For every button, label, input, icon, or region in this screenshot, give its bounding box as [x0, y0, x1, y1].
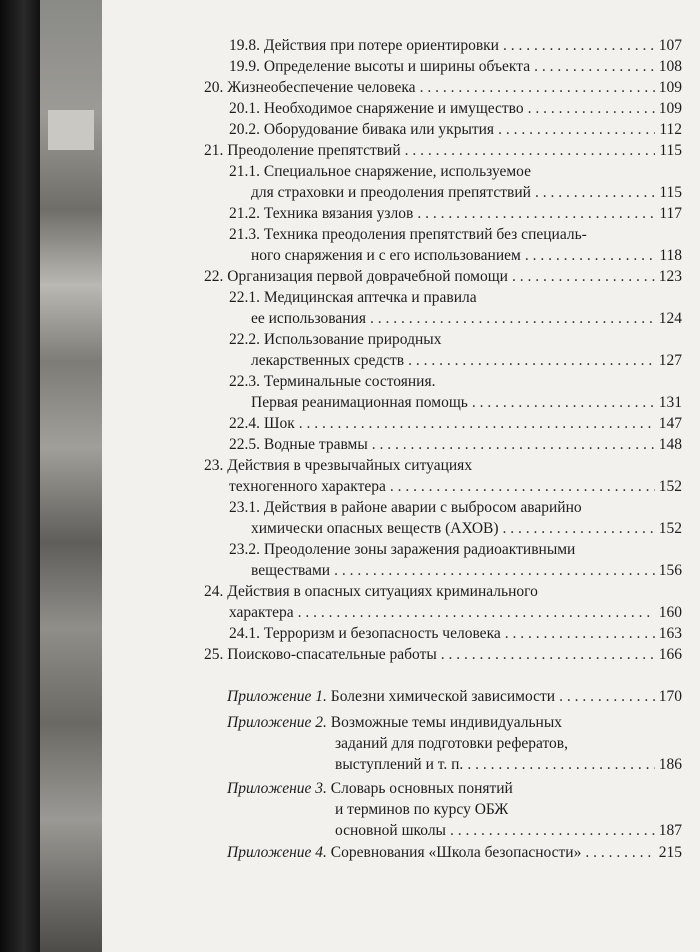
appendix-entry: [227, 686, 682, 707]
toc-entry-title: 23.2. Преодоление зоны заражения радиоактивными: [229, 541, 576, 558]
toc-entry-title: 20.1. Необходимое снаряжение и имущество: [229, 100, 524, 117]
toc-entry-page: 166: [658, 646, 682, 663]
toc-entry: [229, 329, 682, 371]
toc-entry-title-continued: лекарственных средств: [251, 352, 405, 369]
toc-entry-page: 115: [659, 142, 682, 159]
toc-entry-page: 127: [658, 352, 682, 369]
appendix-title: Словарь основных понятий: [330, 780, 513, 797]
toc-entry-title-continued: веществами: [251, 562, 331, 579]
appendix-entry: [227, 712, 682, 775]
appendix-page: 170: [658, 688, 682, 705]
toc-entry-title: 22.3. Терминальные состояния.: [229, 373, 436, 390]
toc-entry-title-continued: техногенного характера: [229, 478, 386, 495]
toc-entry: [229, 539, 682, 581]
toc-entry: [229, 413, 682, 434]
toc-entry: [229, 287, 682, 329]
toc-entry-title: 20.2. Оборудование бивака или укрытия: [229, 121, 495, 138]
toc-entry-title-continued: характера: [229, 604, 294, 621]
toc-entry-title: 22. Организация первой доврачебной помощи: [204, 268, 508, 285]
toc-entry-title: 23. Действия в чрезвычайных ситуациях: [204, 457, 473, 474]
toc-entry-page: 152: [658, 478, 682, 495]
appendix-title-continued: и терминов по курсу ОБЖ: [335, 801, 509, 818]
toc-entry-page: 124: [658, 310, 682, 327]
toc-entry: [229, 119, 682, 140]
toc-entry-title: 19.8. Действия при потере ориентировки: [229, 37, 499, 54]
toc-entry-title: 24. Действия в опасных ситуациях криминального: [204, 583, 538, 600]
appendix-title-continued: основной школы: [335, 822, 446, 839]
toc-entry-title: 21.2. Техника вязания узлов: [229, 205, 414, 222]
toc-entry: [229, 371, 682, 413]
toc-entry: [229, 497, 682, 539]
appendix-title: Соревнования «Школа безопасности»: [330, 844, 582, 861]
appendix-entry: [227, 778, 682, 841]
appendix-title: Возможные темы индивидуальных: [330, 714, 562, 731]
toc-entry-page: 115: [659, 184, 682, 201]
toc-entry-page: 131: [658, 394, 682, 411]
toc-entry: [229, 434, 682, 455]
toc-entry-page: 123: [658, 268, 682, 285]
toc-entry-page: 109: [658, 79, 682, 96]
toc-entry-title: 19.9. Определение высоты и ширины объекта: [229, 58, 531, 75]
appendix-page: 186: [658, 756, 682, 773]
toc-entry: [229, 623, 682, 644]
toc-entry-page: 117: [659, 205, 682, 222]
appendix-label: Приложение 3.: [227, 780, 327, 797]
toc-entry-title: 21.1. Специальное снаряжение, используемое: [229, 163, 531, 180]
appendix-label: Приложение 2.: [227, 714, 327, 731]
toc-entry-title: 23.1. Действия в районе аварии с выбросом аварийно: [229, 499, 582, 516]
toc-entry-page: 160: [658, 604, 682, 621]
appendix-page: 187: [658, 822, 682, 839]
appendix-page: 215: [658, 844, 682, 861]
toc-entry: [204, 644, 682, 665]
toc-entry-title-continued: ного снаряжения и с его использованием: [251, 247, 521, 264]
toc-entry: [229, 35, 682, 56]
appendix-title: Болезни химической зависимости: [330, 688, 556, 705]
toc-entry-title: 22.2. Использование природных: [229, 331, 442, 348]
toc-entry-title: 20. Жизнеобеспечение человека: [204, 79, 416, 96]
toc-entry-title-continued: химически опасных веществ (АХОВ): [251, 520, 499, 537]
toc-entry-title: 22.4. Шок: [229, 415, 295, 432]
toc-entry: [204, 77, 682, 98]
toc-entry: [229, 203, 682, 224]
toc-entry-title: 21.3. Техника преодоления препятствий без специаль-: [229, 226, 587, 243]
toc-entry-page: 152: [658, 520, 682, 537]
toc-entry: [229, 98, 682, 119]
toc-entry: [229, 56, 682, 77]
toc-entry-title: 21. Преодоление препятствий: [204, 142, 401, 159]
toc-entry-page: 107: [658, 37, 682, 54]
toc-entry-title: 22.5. Водные травмы: [229, 436, 368, 453]
toc-entry-page: 109: [658, 100, 682, 117]
toc-entry-title: 24.1. Терроризм и безопасность человека: [229, 625, 501, 642]
toc-entry-page: 112: [659, 121, 682, 138]
toc-entry: [204, 455, 682, 497]
appendix-label: Приложение 1.: [227, 688, 327, 705]
toc-entry: [204, 266, 682, 287]
toc-entry: [229, 161, 682, 203]
toc-entry: [204, 581, 682, 623]
appendix-entry: [227, 842, 682, 863]
toc-entry: [229, 224, 682, 266]
toc-entry-title: 22.1. Медицинская аптечка и правила: [229, 289, 477, 306]
toc-entry-title-continued: ее использования: [251, 310, 366, 327]
appendix-title-continued: заданий для подготовки рефератов,: [335, 735, 568, 752]
appendix-title-continued: выступлений и т. п.: [335, 756, 464, 773]
toc-entry-page: 147: [658, 415, 682, 432]
appendix-label: Приложение 4.: [227, 844, 327, 861]
toc-entry: [204, 140, 682, 161]
toc-entry-page: 108: [658, 58, 682, 75]
adjacent-page-photo: [40, 0, 102, 952]
toc-entry-page: 118: [659, 247, 682, 264]
toc-entry-page: 156: [658, 562, 682, 579]
toc-entry-title-continued: для страховки и преодоления препятствий: [251, 184, 531, 201]
contents-page: [102, 0, 700, 952]
toc-entry-page: 148: [658, 436, 682, 453]
book-spine-shadow: [0, 0, 40, 952]
toc-entry-title: 25. Поисково-спасательные работы: [204, 646, 437, 663]
toc-entry-title-continued: Первая реанимационная помощь: [251, 394, 468, 411]
toc-entry-page: 163: [658, 625, 682, 642]
